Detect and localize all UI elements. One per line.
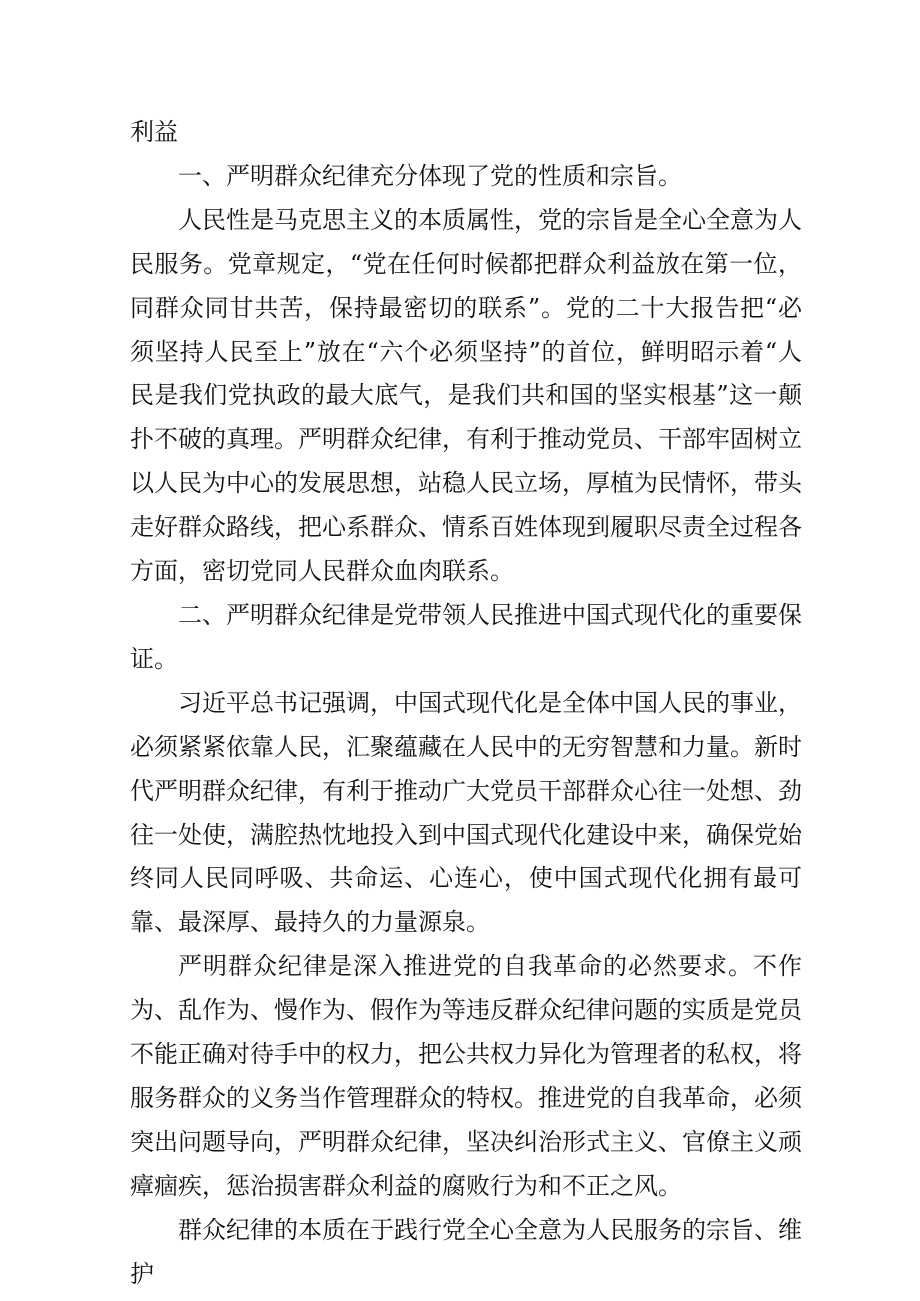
paragraph-1: 人民性是马克思主义的本质属性，党的宗旨是全心全意为人民服务。党章规定，“党在任何时候都把群众利益放在第一位，同群众同甘共苦，保持最密切的联系”。党的二十大报告把“必须坚持人民至上”放在“六个必须坚持”的首位，鲜明昭示着“人民是我们党执政的最大底气，是我们共和国的坚实根基”这一颠扑不破的真理。严明群众纪律，有利于推动党员、干部牢固树立以人民为中心的发展思想，站稳人民立场，厚植为民情怀，带头走好群众路线，把心系群众、情系百姓体现到履职尽责全过程各方面，密切党同人民群众血肉联系。 (130, 205, 802, 586)
document-body (130, 111, 802, 1296)
section-heading-2: 二、严明群众纪律是党带领人民推进中国式现代化的重要保证。 (130, 600, 802, 673)
paragraph-2: 习近平总书记强调，中国式现代化是全体中国人民的事业，必须紧紧依靠人民，汇聚蕴藏在人民中的无穷智慧和力量。新时代严明群众纪律，有利于推动广大党员干部群众心往一处想、劲往一处使，满腔热忱地投入到中国式现代化建设中来，确保党始终同人民同呼吸、共命运、心连心，使中国式现代化拥有最可靠、最深厚、最持久的力量源泉。 (130, 688, 802, 937)
paragraph-4: 群众纪律的本质在于践行党全心全意为人民服务的宗旨、维护 (130, 1215, 802, 1288)
continuation-text: 利益 (130, 118, 178, 146)
paragraph-3: 严明群众纪律是深入推进党的自我革命的必然要求。不作为、乱作为、慢作为、假作为等违反群众纪律问题的实质是党员不能正确对待手中的权力，把公共权力异化为管理者的私权，将服务群众的义务当作管理群众的特权。推进党的自我革命，必须突出问题导向，严明群众纪律，坚决纠治形式主义、官僚主义顽瘴痼疾，惩治损害群众利益的腐败行为和不正之风。 (130, 952, 802, 1200)
section-heading-1: 一、严明群众纪律充分体现了党的性质和宗旨。 (178, 161, 682, 190)
